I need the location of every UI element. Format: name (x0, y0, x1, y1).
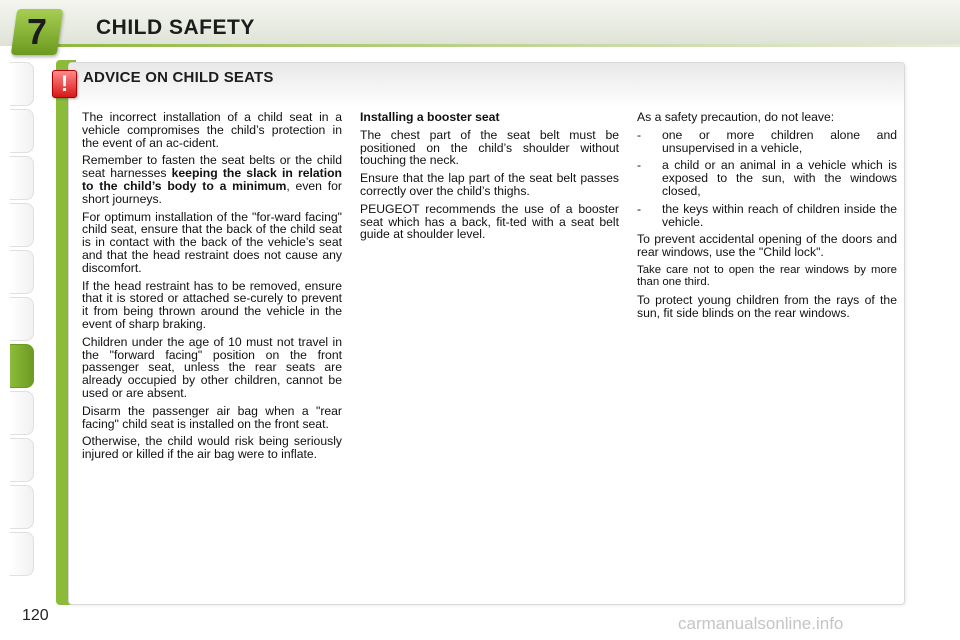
text-column-right (637, 111, 897, 324)
chapter-tab[interactable] (10, 250, 34, 294)
paragraph: Ensure that the lap part of the seat belt passes correctly over the child’s thighs. (360, 171, 619, 198)
panel-header (69, 63, 904, 107)
paragraph: To protect young children from the rays of the sun, fit side blinds on the rear windows. (637, 292, 897, 320)
text-column-left (82, 111, 342, 466)
paragraph: To prevent accidental opening of the doors and rear windows, use the "Child lock". (637, 232, 897, 260)
chapter-tab[interactable] (10, 109, 34, 153)
chapter-tab[interactable] (10, 156, 34, 200)
warning-icon: ! (52, 70, 77, 98)
list-item: - one or more children alone and unsupervised in a vehicle, (637, 127, 897, 155)
paragraph: Remember to fasten the seat belts or the child seat harnesses keeping the slack in relation to the child’s body to a minimum, even for short journeys. (82, 153, 342, 206)
subsection-heading: Installing a booster seat (360, 110, 500, 124)
paragraph: Children under the age of 10 must not travel in the "forward facing" position on the front passenger seat, unless the rear seats are already occupied by other children, cannot be used or are absent. (82, 334, 342, 400)
paragraph-small: Take care not to open the rear windows by more than one third. (637, 263, 897, 289)
chapter-tab[interactable] (10, 438, 34, 482)
header-divider (52, 44, 960, 47)
paragraph: For optimum installation of the "for-ward facing" child seat, ensure that the back of the child seat is in contact with the back of the vehicle’s seat and that the head restraint does not cause any discomfort. (82, 209, 342, 275)
chapter-tabs (10, 62, 34, 579)
paragraph: Disarm the passenger air bag when a "rear facing" child seat is installed on the front seat. (82, 403, 342, 431)
section-title: ADVICE ON CHILD SEATS (83, 69, 274, 86)
paragraph: PEUGEOT recommends the use of a booster seat which has a back, fit-ted with a seat belt guide at shoulder level. (360, 201, 619, 242)
chapter-tab[interactable] (10, 203, 34, 247)
paragraph: As a safety precaution, do not leave: (637, 110, 835, 124)
chapter-number: 7 (26, 11, 48, 52)
chapter-tab[interactable] (10, 62, 34, 106)
chapter-title: CHILD SAFETY (96, 16, 255, 39)
chapter-tab[interactable] (10, 297, 34, 341)
page-number: 120 (22, 607, 49, 624)
chapter-tab[interactable] (10, 391, 34, 435)
list-item: - a child or an animal in a vehicle which is exposed to the sun, with the windows closed, (637, 158, 897, 198)
paragraph: Otherwise, the child would risk being seriously injured or killed if the air bag were to inflate. (82, 434, 342, 462)
emphasis-text: keeping the slack in relation to the child’s body to a minimum (82, 166, 342, 193)
paragraph: The incorrect installation of a child seat in a vehicle compromises the child’s protection in the event of an ac-cident. (82, 110, 342, 150)
paragraph: The chest part of the seat belt must be positioned on the child’s shoulder without touching the neck. (360, 127, 619, 168)
paragraph: If the head restraint has to be removed, ensure that it is stored or attached se-curely to prevent it from being thrown around the vehicle in the event of sharp braking. (82, 278, 342, 331)
text-column-middle (360, 111, 619, 246)
watermark: carmanualsonline.info (678, 614, 844, 633)
chapter-tab[interactable] (10, 485, 34, 529)
chapter-tab[interactable] (10, 532, 34, 576)
chapter-tab-active[interactable] (10, 344, 34, 388)
list-item: - the keys within reach of children inside the vehicle. (637, 201, 897, 229)
